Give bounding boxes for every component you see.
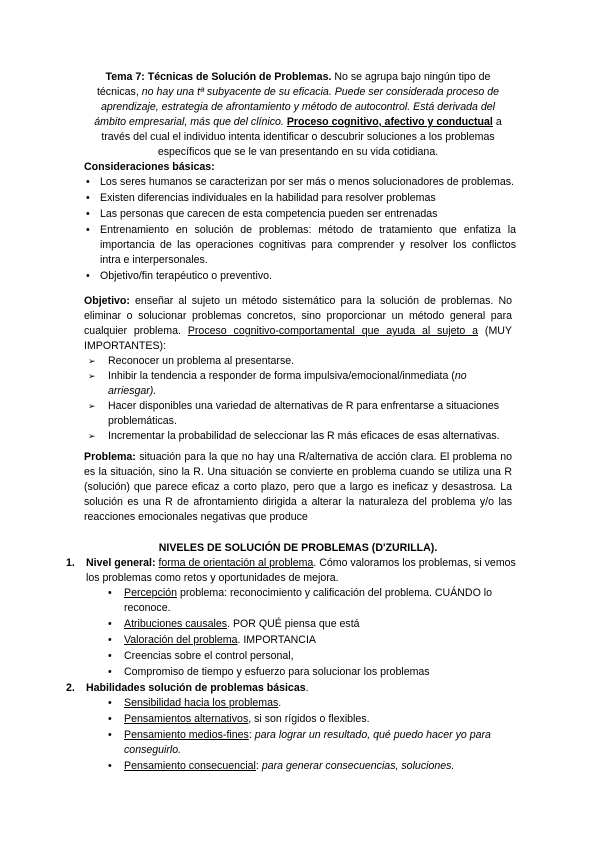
level-label: Nivel general: bbox=[86, 557, 156, 569]
objetivo-label: Objetivo: bbox=[84, 295, 130, 307]
niveles-title: NIVELES DE SOLUCIÓN DE PROBLEMAS (D'ZURILLA). bbox=[158, 542, 438, 554]
consideraciones-title: Consideraciones básicas: bbox=[84, 161, 215, 173]
level-1-item: 1. Nivel general: forma de orientación al problema. Cómo valoramos los problemas, si vemos los problemas como retos y oportunidades de mejora. • Percepción problema: reconocimiento y calificación del problema. CUÁNDO lo reconoce. • Atribuciones causales. POR QUÉ piensa que está • Valoración del problema. IMPORTANCIA • Creencias sobre el control personal, • Compromiso de tiempo y esfuerzo para solucionar los problemas bbox=[66, 556, 526, 680]
objetivo-paragraph bbox=[84, 294, 512, 354]
list-item: ➢ Incrementar la probabilidad de seleccionar las R más eficaces de esas alternativas. bbox=[88, 430, 500, 442]
list-item: • Valoración del problema. IMPORTANCIA bbox=[108, 634, 316, 646]
consideraciones-list bbox=[84, 175, 516, 285]
bullet-icon: • bbox=[108, 618, 112, 630]
bullet-icon: • bbox=[108, 666, 112, 678]
level-2-item: 2. Habilidades solución de problemas básicas. • Sensibilidad hacia los problemas. • Pensamientos alternativos, si son rígidos o flexibles. • Pensamiento medios-fines: para lograr un resultado, qué puedo hacer yo para conseguirlo. • Pensamiento consecuencial: para generar consecuencias, soluciones. bbox=[66, 681, 526, 774]
list-item: • Objetivo/fin terapéutico o preventivo. bbox=[86, 270, 272, 282]
bullet-icon: • bbox=[108, 650, 112, 662]
bullet-icon: • bbox=[108, 760, 112, 772]
list-item: • Sensibilidad hacia los problemas. bbox=[108, 697, 282, 709]
list-item: • Pensamiento medios-fines: para lograr un resultado, qué puedo hacer yo para conseguirlo. bbox=[108, 729, 491, 756]
list-item: • Atribuciones causales. POR QUÉ piensa que está bbox=[108, 618, 360, 630]
bullet-icon: • bbox=[108, 587, 112, 599]
bullet-icon: • bbox=[108, 729, 112, 741]
arrow-bullet-icon: ➢ bbox=[88, 431, 96, 441]
list-item: ➢ Reconocer un problema al presentarse. bbox=[88, 355, 295, 367]
bullet-icon: • bbox=[86, 176, 90, 188]
intro-plain: No se agrupa bajo ningún tipo de técnicas, bbox=[96, 71, 491, 98]
niveles-list bbox=[66, 556, 526, 775]
proceso-bold: Proceso cognitivo, afectivo y conductual bbox=[286, 116, 493, 128]
bullet-icon: • bbox=[108, 634, 112, 646]
bullet-icon: • bbox=[86, 208, 90, 220]
bullet-icon: • bbox=[108, 713, 112, 725]
list-item: • Compromiso de tiempo y esfuerzo para solucionar los problemas bbox=[108, 666, 430, 678]
list-item: • Los seres humanos se caracterizan por ser más o menos solucionadores de problemas. bbox=[86, 176, 514, 188]
list-item: • Las personas que carecen de esta competencia pueden ser entrenadas bbox=[86, 208, 438, 220]
problema-label: Problema: bbox=[84, 451, 136, 463]
level-number: 1. bbox=[66, 557, 75, 569]
bullet-icon: • bbox=[86, 192, 90, 204]
list-item: • Creencias sobre el control personal, bbox=[108, 650, 294, 662]
intro-end: a través del cual el individuo intenta identificar o descubrir soluciones a los problemas específicos que se le van presentando en su vida cotidiana. bbox=[101, 116, 502, 158]
intro-italic: no hay una tª subyacente de su eficacia. Puede ser considerada proceso de aprendizaje, estrategia de afrontamiento y método de autocontrol. Está derivada del ámbito empresarial, más que del clínico. bbox=[94, 86, 500, 128]
arrow-bullet-icon: ➢ bbox=[88, 356, 96, 366]
list-item: • Entrenamiento en solución de problemas: método de tratamiento que enfatiza la importancia de las operaciones cognitivas para comprender y resolver los conflictos intra e interpersonales. bbox=[86, 224, 516, 266]
bullet-icon: • bbox=[86, 270, 90, 282]
list-item: • Pensamientos alternativos, si son rígidos o flexibles. bbox=[108, 713, 370, 725]
level-2-sublist bbox=[86, 696, 526, 774]
arrow-bullet-icon: ➢ bbox=[88, 371, 96, 381]
level-1-sublist bbox=[86, 586, 526, 680]
bullet-icon: • bbox=[108, 697, 112, 709]
list-item: ➢ Inhibir la tendencia a responder de forma impulsiva/emocional/inmediata (no arriesgar). bbox=[88, 370, 467, 397]
objetivo-underlined: Proceso cognitivo-comportamental que ayuda al sujeto a bbox=[187, 325, 479, 337]
level-number: 2. bbox=[66, 682, 75, 694]
objetivo-text: enseñar al sujeto un método sistemático para la solución de problemas. No eliminar o solucionar problemas concretos, sino proporcionar un método general para cualquier problema. bbox=[84, 295, 512, 337]
tema-heading: Tema 7: Técnicas de Solución de Problemas. bbox=[105, 71, 332, 83]
intro-paragraph bbox=[84, 70, 512, 160]
level-label: Habilidades solución de problemas básicas bbox=[86, 682, 306, 694]
list-item: • Existen diferencias individuales en la habilidad para resolver problemas bbox=[86, 192, 436, 204]
bullet-icon: • bbox=[86, 224, 90, 236]
objetivo-after: (MUY IMPORTANTES): bbox=[84, 325, 512, 352]
problema-text: situación para la que no hay una R/alternativa de acción clara. El problema no es la situación, sino la R. Una situación se convierte en problema cuando se utiliza una R (solución) que parece eficaz a corto plazo, pero que a largo es ineficaz y desastrosa. La solución es una R de afrontamiento dirigida a alterar la naturaleza del problema y/o las reacciones emocionales negativas que produce bbox=[84, 451, 512, 523]
problema-paragraph bbox=[84, 450, 512, 525]
objetivo-list bbox=[84, 354, 514, 444]
list-item: • Percepción problema: reconocimiento y calificación del problema. CUÁNDO lo reconoce. bbox=[108, 587, 493, 614]
list-item: • Pensamiento consecuencial: para generar consecuencias, soluciones. bbox=[108, 760, 455, 772]
list-item: ➢ Hacer disponibles una variedad de alternativas de R para enfrentarse a situaciones problemáticas. bbox=[88, 400, 500, 427]
arrow-bullet-icon: ➢ bbox=[88, 401, 96, 411]
